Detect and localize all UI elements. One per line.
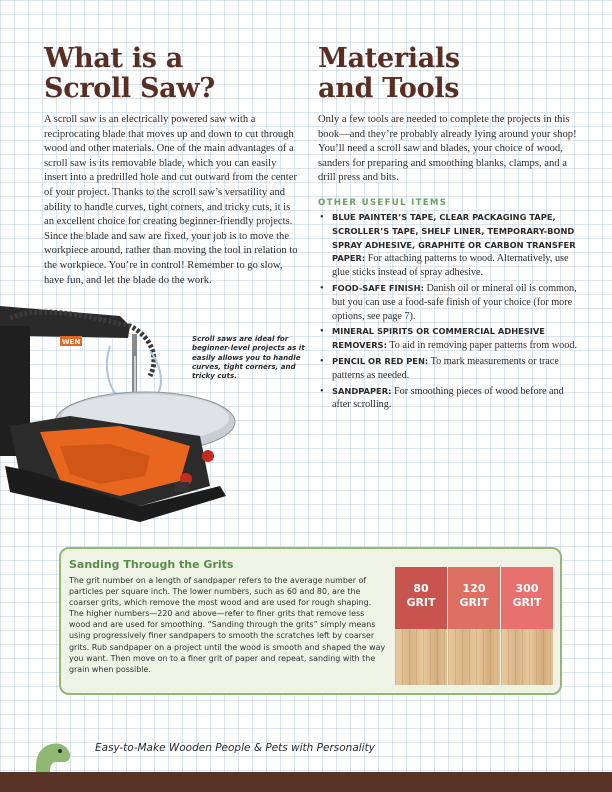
left-column (44, 44, 302, 288)
useful-items-list (318, 211, 578, 412)
grit-label: GRIT (406, 596, 436, 609)
item-term: BLUE PAINTER’S TAPE, CLEAR PACKAGING TAPE, SCROLLER’S TAPE, SHELF LINER, TEMPORARY-BOND SPRAY ADHESIVE, GRAPHITE OR CARBON TRANSFER PAPER: (332, 211, 576, 264)
grit-number: 80 (413, 582, 429, 595)
list-item (320, 325, 578, 353)
scroll-saw-heading (44, 44, 302, 104)
scroll-saw-body: A scroll saw is an electrically powered saw with a reciprocating blade that moves up and down to cut through wood and other materials. One of the main advantages of a scroll saw is its removable blade, which you can easily insert into a predrilled hole and cut outward from the center of your project. Thanks to the scroll saw’s versatility and ability to handle curves, tight corners, and tricky cuts, it is an excellent choice for creating beginner-friendly projects. Since the blade and saw are fixed, your job is to move the workpiece around, rather than moving the tool in relation to the workpiece. You’re in control! Remember to go slow, have fun, and let the blade do the work. (44, 114, 298, 286)
grit-strip (448, 567, 500, 685)
grit-number: 120 (462, 582, 486, 595)
bullet-icon: • (320, 211, 324, 223)
item-desc: To aid in removing paper patterns from wood. (386, 340, 577, 352)
item-desc: To mark measurements or trace patterns as needed. (332, 355, 559, 381)
useful-items-heading: OTHER USEFUL ITEMS (318, 197, 448, 208)
list-item (320, 211, 578, 280)
bullet-icon: • (320, 282, 324, 294)
wood-sample (501, 629, 553, 685)
bullet-icon: • (320, 385, 324, 397)
item-term: MINERAL SPIRITS OR COMMERCIAL ADHESIVE REMOVERS: (332, 326, 545, 351)
sidebar-body: The grit number on a length of sandpaper refers to the average number of particles per square inch. The lower numbers, such as 60 and 80, are the coarser grits, which remove the most wood and are used for rough shaping. The higher numbers—220 and above—refer to finer grits that remove less wood and are used for smoothing. “Sanding through the grits” simply means using progressively finer sandpapers to smooth the scratches left by coarser grits. Rub sandpaper on a project until the wood is smooth and shaped the way you want. Then move on to a finer grit of paper and repeat, sanding with the grain when possible. (69, 576, 386, 674)
heading-line-1: What is a (44, 43, 183, 74)
wood-sample (395, 629, 447, 685)
heading-line-2: Scroll Saw? (44, 73, 215, 104)
bullet-icon: • (320, 355, 324, 367)
heading-line-2: and Tools (318, 73, 460, 104)
sanding-sidebar (59, 547, 562, 695)
list-item (320, 282, 578, 323)
grit-number: 300 (515, 582, 539, 595)
grit-strip (501, 567, 553, 685)
bullet-icon: • (320, 326, 324, 338)
item-desc: For attaching patterns to wood. Alternatively, use glue sticks instead of spray adhesive. (332, 253, 569, 279)
grit-strip (395, 567, 447, 685)
heading-line-1: Materials (318, 43, 460, 74)
saw-caption: Scroll saws are ideal for beginner-level projects as it easily allows you to handle curves, tight corners, and tricky cuts. (192, 334, 305, 381)
list-item (320, 385, 578, 413)
scroll-saw-image (0, 296, 236, 526)
saw-brand-label: WEN (61, 338, 81, 346)
item-desc: Danish oil or mineral oil is common, but you can use a food-safe finish of your choice (for more options, see page 7). (332, 282, 577, 322)
grit-label: GRIT (512, 596, 542, 609)
materials-heading (318, 44, 578, 104)
sandpaper-grits-image (395, 567, 553, 685)
wood-sample (448, 629, 500, 685)
item-term: PENCIL OR RED PEN: (332, 355, 429, 366)
right-column (318, 44, 578, 414)
materials-body: Only a few tools are needed to complete the projects in this book—and they’re probably already lying around your shop! You’ll need a scroll saw and blades, your choice of wood, sanders for preparing and smoothing blanks, clamps, and a drill press and bits. (318, 114, 577, 184)
footer-book-title: Easy-to-Make Wooden People & Pets with Personality (95, 742, 375, 754)
footer-bar (0, 772, 612, 792)
item-desc: For smoothing pieces of wood before and after scrolling. (332, 385, 564, 411)
grit-label: GRIT (459, 596, 489, 609)
sidebar-title: Sanding Through the Grits (69, 558, 234, 571)
item-term: FOOD-SAFE FINISH: (332, 282, 424, 293)
item-term: SANDPAPER: (332, 385, 392, 396)
list-item (320, 355, 578, 383)
